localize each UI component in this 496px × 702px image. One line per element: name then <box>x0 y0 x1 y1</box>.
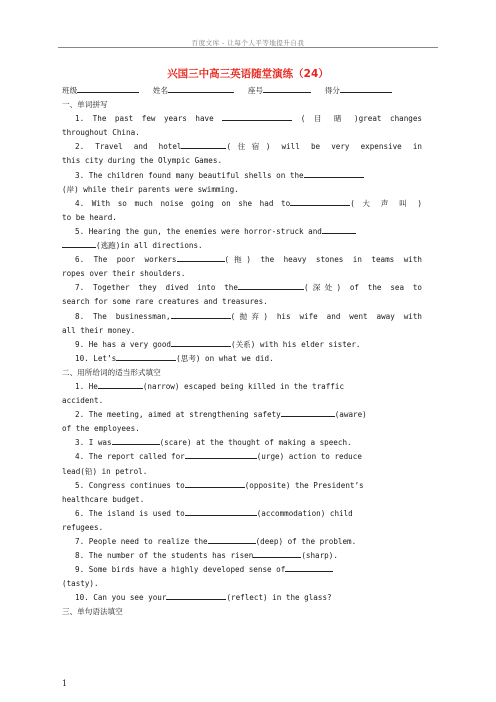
section-2-heading: 二、用所给词的适当形式填空 <box>62 367 161 377</box>
name-label: 姓名 <box>152 86 169 95</box>
s1-q4-blank[interactable] <box>290 197 350 206</box>
s2-q2-blank[interactable] <box>281 408 335 417</box>
section-1-heading: 一、单词拼写 <box>62 100 108 110</box>
s1-q1-line2: throughout China. <box>62 128 140 138</box>
s2-q4-line1: 4. The report called for (urge) action to reduce <box>75 452 362 462</box>
s1-q3-line2: (岸) while their parents were swimming. <box>62 184 239 194</box>
s2-q5-line2: healthcare budget. <box>62 494 145 504</box>
class-label: 班级 <box>62 86 78 95</box>
s2-q5-line1: 5. Congress continues to (opposite) the President’s <box>75 480 364 490</box>
s2-q10-line: 10. Can you see your (reflect) in the glass? <box>75 593 332 603</box>
s1-q8-blank[interactable] <box>171 310 231 319</box>
s2-q4-line2: lead(铅) in petrol. <box>62 466 148 476</box>
s1-q6-blank[interactable] <box>177 253 225 262</box>
s2-q6-line1: 6. The island is used to (accommodation) child <box>75 508 353 518</box>
s1-q8-line1: 8. The businessman, (抛弃) his wife and went away with <box>75 311 422 321</box>
s1-q2-line2: this city during the Olympic Games. <box>62 156 223 166</box>
s2-q10-blank[interactable] <box>166 591 226 600</box>
s2-q3-blank[interactable] <box>112 436 160 445</box>
s2-q8-line: 8. The number of the students has risen (sharp). <box>75 551 338 561</box>
s1-q7-line2: search for some rare creatures and treasures. <box>62 297 268 307</box>
s1-q6-line2: ropes over their shoulders. <box>62 269 186 279</box>
s2-q2-line1: 2. The meeting, aimed at strengthening safety (aware) <box>75 410 367 420</box>
s1-q5-line2: (逃跑)in all directions. <box>62 239 422 253</box>
s1-q4-line2: to be heard. <box>62 212 117 222</box>
s2-q4-blank[interactable] <box>185 450 257 459</box>
s2-q1-line2: accident. <box>62 396 104 406</box>
s1-q7-blank[interactable] <box>238 281 304 290</box>
worksheet-body <box>62 84 422 620</box>
header-rule <box>58 47 438 48</box>
s1-q9-line: 9. He has a very good (关系) with his elder sister. <box>75 339 361 349</box>
document-title: 兴国三中高三英语随堂演练（24） <box>167 68 329 80</box>
s1-q1-blank[interactable] <box>222 112 292 121</box>
s1-q9-blank[interactable] <box>171 338 231 347</box>
name-blank[interactable] <box>168 84 234 93</box>
s2-q3-line: 3. I was (scare) at the thought of making a speech. <box>75 438 352 448</box>
seat-label: 座号 <box>247 86 263 95</box>
score-label: 得分 <box>324 86 340 95</box>
seat-blank[interactable] <box>263 84 311 93</box>
s1-q3-blank[interactable] <box>304 169 364 178</box>
s1-q3-line1: 3. The children found many beautiful shells on the <box>62 169 422 183</box>
s2-q9-line2: (tasty). <box>62 579 99 589</box>
s1-q1-line1: 1. The past few years have ( 目 睹 )great changes <box>75 114 423 124</box>
page-number: 1 <box>62 679 68 688</box>
s1-q5-blank-a[interactable] <box>322 225 356 234</box>
s1-q2-blank[interactable] <box>181 140 226 149</box>
class-blank[interactable] <box>77 84 139 93</box>
s1-q10-blank[interactable] <box>116 352 176 361</box>
s2-q8-blank[interactable] <box>253 549 301 558</box>
s2-q1-line1: 1. He (narrow) escaped being killed in the traffic <box>75 381 345 391</box>
s1-q10-line: 10. Let’s (思考) on what we did. <box>75 353 274 363</box>
s2-q7-blank[interactable] <box>208 535 256 544</box>
s1-q2-line1: 2. Travel and hotel (住宿) will be very expensive in <box>75 142 422 152</box>
page-header: 百度文库 - 让每个人平等地提升自我 <box>191 39 305 47</box>
s1-q5-line1: 5. Hearing the gun, the enemies were horror-struck and <box>62 225 422 239</box>
s2-q6-line2: refugees. <box>62 522 104 532</box>
s2-q2-line2: of the employees. <box>62 424 140 434</box>
s2-q5-blank[interactable] <box>185 479 245 488</box>
s1-q8-line2: all their money. <box>62 325 136 335</box>
s2-q1-blank[interactable] <box>98 380 143 389</box>
s1-q5-blank-b[interactable] <box>62 239 96 248</box>
s1-q6-line1: 6. The poor workers (拖) the heavy stones in teams with <box>75 255 422 265</box>
s2-q6-blank[interactable] <box>185 507 257 516</box>
student-info-row <box>62 84 422 98</box>
section-3-heading: 三、单句语法填空 <box>62 607 123 617</box>
s1-q4-line1: 4. With so much noise going on she had to ( 大 声 叫 ) <box>75 198 422 208</box>
s2-q9-line1: 9. Some birds have a highly developed sense of <box>62 563 422 577</box>
s1-q7-line1: 7. Together they dived into the (深处) of the sea to <box>75 283 422 293</box>
score-blank[interactable] <box>340 84 392 93</box>
s2-q7-line: 7. People need to realize the (deep) of the problem. <box>75 537 357 546</box>
s2-q9-blank[interactable] <box>285 563 333 572</box>
